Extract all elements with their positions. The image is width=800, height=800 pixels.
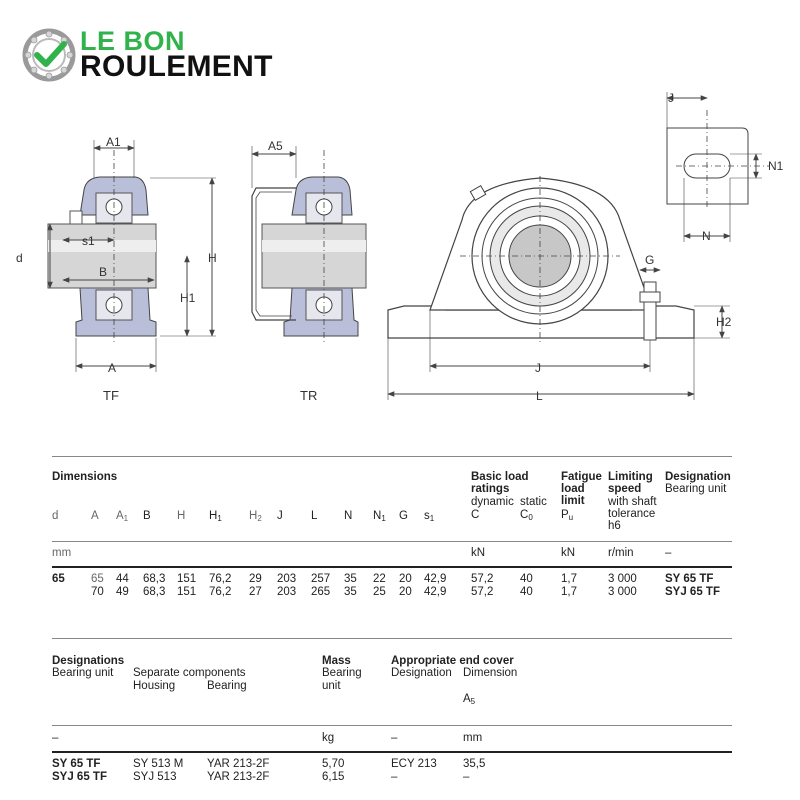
cell-g: 20 [399, 586, 412, 598]
dim-label-h2: H2 [716, 315, 732, 329]
cell2-dim: 35,5 [463, 758, 486, 770]
unit2-dim: mm [463, 732, 483, 744]
cell-pu: 1,7 [561, 573, 577, 585]
hdr-designation-sub: Bearing unit [665, 483, 727, 495]
table1-mid-rule [52, 541, 732, 542]
dim-label-s1: s1 [82, 234, 95, 248]
table2-data-rule [52, 751, 732, 753]
cell-pu: 1,7 [561, 586, 577, 598]
dim-label-h1: H1 [180, 291, 196, 305]
col-a1: $A_1$ [116, 510, 129, 523]
hdr2-mass: Mass [322, 655, 351, 667]
caption-tf: TF [103, 388, 119, 403]
hdr-load-l2: ratings [471, 483, 510, 495]
cell-n: 35 [344, 573, 357, 585]
cell2-mass: 5,70 [322, 758, 345, 770]
hdr2-bearing-unit: Bearing unit [52, 667, 114, 679]
col-a: A [91, 510, 99, 522]
dim-label-a1: A1 [106, 135, 121, 149]
col-h: H [177, 510, 186, 522]
hdr2-bearing: Bearing [207, 680, 247, 692]
hdr-speed-l1: Limiting [608, 471, 653, 483]
hdr-fatigue-l3: limit [561, 495, 585, 507]
table2-mid-rule [52, 725, 732, 726]
dim-label-a: A [108, 361, 117, 375]
table1-data-rule [52, 566, 732, 568]
cell-a: 70 [91, 586, 104, 598]
cell-a: 65 [91, 573, 104, 585]
cell2-unit: SYJ 65 TF [52, 771, 107, 783]
hdr-designation: Designation [665, 471, 731, 483]
hdr2-designations: Designations [52, 655, 125, 667]
cell-h: 151 [177, 573, 197, 585]
dim-label-l: L [536, 389, 543, 403]
bearing-logo-icon [22, 28, 76, 82]
cell-designation: SY 65 TF [665, 573, 714, 585]
hdr2-mass-l2: Bearing [322, 667, 362, 679]
hdr-load-l1: Basic load [471, 471, 529, 483]
col-n1: $N_1$ [373, 510, 386, 523]
dim-label-n: N [702, 229, 711, 243]
col-j: J [277, 510, 283, 522]
dim-label-j: J [535, 361, 541, 375]
hdr2-housing: Housing [133, 680, 176, 692]
cell2-bearing: YAR 213-2F [207, 771, 270, 783]
cell-h2: 27 [249, 586, 262, 598]
col-h2: $H_2$ [249, 510, 262, 523]
cell2-cover: ECY 213 [391, 758, 437, 770]
cell-h1: 76,2 [209, 586, 232, 598]
hdr-speed-sub-l3: h6 [608, 520, 621, 532]
unit2-desig: – [391, 732, 398, 744]
dim-label-j-top: J [668, 91, 674, 105]
col-g: G [399, 510, 408, 522]
col-c0: $C_0$ [520, 509, 533, 522]
unit-mm: mm [52, 547, 72, 559]
table1-top-rule [52, 456, 732, 457]
hdr-load-static: static [520, 496, 547, 508]
cell-a1: 44 [116, 573, 129, 585]
cell-h1: 76,2 [209, 573, 232, 585]
cell-d: 65 [52, 573, 65, 585]
hdr-speed-l2: speed [608, 483, 642, 495]
cell-j: 203 [277, 586, 297, 598]
hdr2-cover: Appropriate end cover [391, 655, 514, 667]
hdr-speed-sub-l1: with shaft [608, 496, 657, 508]
cell2-cover: – [391, 771, 398, 783]
cell-n: 35 [344, 586, 357, 598]
col-d: d [52, 510, 59, 522]
unit2-mass: kg [322, 732, 335, 744]
cell-speed: 3 000 [608, 573, 637, 585]
col-l: L [311, 510, 318, 522]
unit-load: kN [471, 547, 486, 559]
cell2-mass: 6,15 [322, 771, 345, 783]
cell2-dim: – [463, 771, 470, 783]
cell2-housing: SYJ 513 [133, 771, 177, 783]
cell-g: 20 [399, 573, 412, 585]
dim-label-b: B [99, 265, 108, 279]
unit-fatigue: kN [561, 547, 576, 559]
col-n: N [344, 510, 353, 522]
cell-a1: 49 [116, 586, 129, 598]
hdr2-cover-a5: $A_5$ [463, 693, 476, 706]
slot-detail-view [667, 91, 784, 243]
col-s1: $s_1$ [424, 510, 435, 523]
cell-n1: 25 [373, 586, 386, 598]
cell-s1: 42,9 [424, 586, 447, 598]
col-pu: $P_u$ [561, 509, 574, 522]
dim-label-a5: A5 [268, 139, 283, 153]
col-b: B [143, 510, 151, 522]
cell-l: 257 [311, 573, 331, 585]
hdr-fatigue-l2: load [561, 483, 585, 495]
brand-line2: ROULEMENT [80, 50, 273, 83]
cell-speed: 3 000 [608, 586, 637, 598]
cell-c0: 40 [520, 586, 533, 598]
cell-c: 57,2 [471, 586, 494, 598]
cell-c: 57,2 [471, 573, 494, 585]
cell-designation: SYJ 65 TF [665, 586, 720, 598]
cell-b: 68,3 [143, 573, 166, 585]
cell-n1: 22 [373, 573, 386, 585]
dim-label-h: H [208, 251, 217, 265]
unit-speed: r/min [608, 547, 634, 559]
cell-s1: 42,9 [424, 573, 447, 585]
dim-label-n1: N1 [768, 159, 784, 173]
table1-bottom-rule [52, 638, 732, 639]
cell-h2: 29 [249, 573, 262, 585]
col-h1: $H_1$ [209, 510, 222, 523]
unit-desig: – [665, 547, 672, 559]
cell2-housing: SY 513 M [133, 758, 184, 770]
cell2-bearing: YAR 213-2F [207, 758, 270, 770]
hdr2-cover-dim: Dimension [463, 667, 518, 679]
dim-label-g: G [645, 253, 655, 267]
dim-label-d: d [16, 251, 23, 265]
unit2-unit: – [52, 732, 59, 744]
front-view [388, 176, 732, 403]
cell-c0: 40 [520, 573, 533, 585]
hdr-speed-sub-l2: tolerance [608, 508, 656, 520]
caption-tr: TR [300, 388, 318, 403]
cell-j: 203 [277, 573, 297, 585]
col-c: C [471, 509, 480, 521]
brand-line1: LE BON [80, 26, 186, 56]
hdr2-mass-l3: unit [322, 680, 341, 692]
technical-drawing [0, 80, 800, 410]
hdr-dimensions: Dimensions [52, 471, 118, 483]
hdr2-cover-desig: Designation [391, 667, 452, 679]
cell-l: 265 [311, 586, 331, 598]
cell-h: 151 [177, 586, 197, 598]
cell2-unit: SY 65 TF [52, 758, 101, 770]
cell-b: 68,3 [143, 586, 166, 598]
hdr-load-dynamic: dynamic [471, 496, 514, 508]
tr-side-view [252, 139, 366, 403]
hdr-fatigue-l1: Fatigue [561, 471, 602, 483]
tf-side-view [16, 135, 217, 403]
hdr2-separate: Separate components [133, 667, 246, 679]
